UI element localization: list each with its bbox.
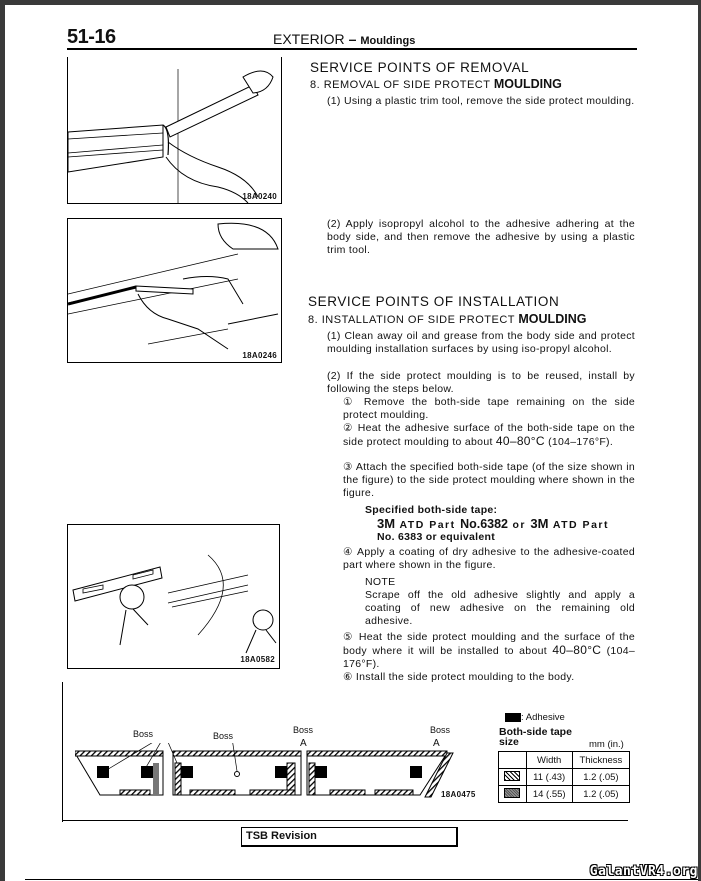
installation-heading: SERVICE POINTS OF INSTALLATION [308, 294, 560, 309]
cell-thickness: 1.2 (.05) [572, 786, 629, 803]
section-a-label-1: A [300, 738, 307, 749]
cell-width: 11 (.43) [526, 769, 572, 786]
illustration-adhesive-removal [68, 219, 281, 362]
footer-rule [63, 820, 628, 821]
installation-substep-6: ⑥ Install the side protect moulding to the body. [343, 671, 575, 683]
removal-step-2: (2) Apply isopropyl alcohol to the adhesive adhering at the body side, and then remove the adhesive by using a plastic trim tool. [327, 218, 635, 256]
spec-atd-1: ATD Part [399, 519, 456, 531]
removal-item-title [310, 77, 562, 91]
installation-step-2: (2) If the side protect moulding is to be reused, install by following the steps below. [327, 370, 635, 395]
installation-step-1: (1) Clean away oil and grease from the body side and protect moulding installation surfaces by using iso-propyl alcohol. [327, 330, 635, 355]
installation-substep-2 [343, 422, 635, 449]
installation-substep-5 [343, 631, 635, 671]
page-number: 51-16 [67, 26, 116, 48]
substep-5-temperature: 40–80°C [552, 643, 602, 657]
substep-2-text: ② Heat the adhesive surface of the both-side tape on the side protect moulding to about [343, 422, 635, 448]
spec-label: Specified both-side tape: [365, 504, 498, 516]
illustration-trim-tool [68, 57, 281, 203]
figure-removal-tool [67, 57, 282, 204]
tape-title-line-2: size [499, 736, 519, 748]
page-header [273, 31, 415, 47]
header-blank [499, 752, 527, 769]
spec-atd-2: ATD Part [552, 519, 609, 531]
header-width: Width [526, 752, 572, 769]
tape-size-title [499, 727, 572, 747]
pattern-dotted [499, 786, 527, 803]
adhesive-legend-text: : Adhesive [521, 712, 565, 723]
note-label: NOTE [365, 576, 396, 588]
figure-id: 18A0582 [240, 655, 275, 664]
section-a-label-2: A [433, 738, 440, 749]
subsection-title: Mouldings [360, 35, 416, 47]
adhesive-legend [505, 712, 565, 723]
table-header-row [499, 752, 630, 769]
cell-width: 14 (.55) [526, 786, 572, 803]
illustration-heat-gun [68, 525, 279, 668]
dotted-swatch-icon [504, 788, 520, 798]
header-dash: – [348, 31, 357, 47]
figure-id: 18A0475 [441, 790, 476, 799]
section-title: EXTERIOR [273, 31, 345, 47]
substep-2-fahrenheit: (104–176°F). [548, 436, 614, 448]
note-text: Scrape off the old adhesive slightly and apply a coating of new adhesive on the remaining old adhesive. [365, 589, 635, 627]
cell-thickness: 1.2 (.05) [572, 769, 629, 786]
substep-2-temperature: 40–80°C [495, 434, 545, 448]
spec-brand-2: 3M [530, 516, 549, 531]
figure-remove-adhesive [67, 218, 282, 363]
diagram-frame-left [62, 682, 63, 822]
removal-heading: SERVICE POINTS OF REMOVAL [310, 60, 530, 75]
installation-substep-4: ④ Apply a coating of dry adhesive to the adhesive-coated part where shown in the figure. [343, 546, 635, 571]
header-rule [67, 48, 637, 50]
installation-item-prefix: 8. INSTALLATION OF SIDE PROTECT [308, 314, 515, 326]
watermark-logo: GalantVR4.org [589, 864, 698, 879]
header-thickness: Thickness [572, 752, 629, 769]
figure-id: 18A0240 [242, 192, 277, 201]
table-row [499, 769, 630, 786]
removal-step-1: (1) Using a plastic trim tool, remove the side protect moulding. [327, 95, 635, 107]
installation-substep-3: ③ Attach the specified both-side tape (of the size shown in the figure) to the side protect moulding where shown in the figure. [343, 461, 635, 499]
tape-title-line-1: Both-side tape [499, 726, 572, 738]
installation-substep-1: ① Remove the both-side tape remaining on the side protect moulding. [343, 396, 635, 421]
moulding-cross-section-diagram [75, 743, 465, 803]
tsb-revision-box: TSB Revision [241, 827, 458, 847]
adhesive-swatch [505, 713, 521, 722]
boss-label-4: Boss [430, 725, 451, 735]
pattern-hatched [499, 769, 527, 786]
figure-id: 18A0246 [242, 351, 277, 360]
spec-or: or [512, 519, 526, 531]
removal-item-prefix: 8. REMOVAL OF SIDE PROTECT [310, 79, 491, 91]
boss-label-3: Boss [293, 725, 314, 735]
units-label: mm (in.) [589, 739, 624, 750]
boss-label-2: Boss [213, 731, 234, 741]
manual-page [5, 5, 698, 881]
substep-5-text: ⑤ Heat the side protect moulding and the surface of the body where it will be installed to about [343, 631, 635, 657]
spec-line-2: No. 6383 or equivalent [377, 531, 496, 543]
removal-item-bold: MOULDING [493, 77, 562, 91]
hatched-swatch-icon [504, 771, 520, 781]
substep-5-fahrenheit: (104–176°F). [343, 645, 635, 670]
table-row [499, 786, 630, 803]
bottom-rule [25, 879, 698, 880]
spec-line-1 [377, 517, 635, 532]
installation-item-bold: MOULDING [518, 312, 587, 326]
figure-heat-application [67, 524, 280, 669]
installation-item-title [308, 312, 586, 326]
boss-label-1: Boss [133, 729, 154, 739]
spec-part-number-1: No.6382 [460, 517, 509, 531]
spec-brand-1: 3M [377, 516, 396, 531]
tape-size-table [498, 751, 630, 803]
